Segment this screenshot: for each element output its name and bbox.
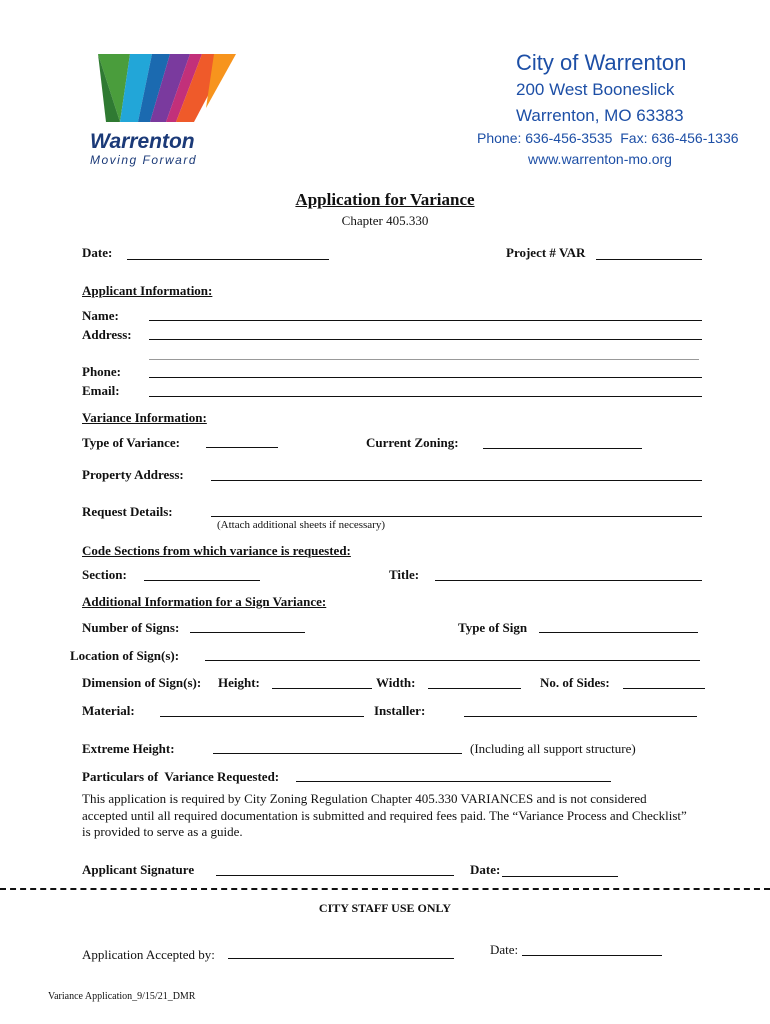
title-field[interactable] <box>435 580 702 581</box>
title-label: Title: <box>389 567 420 582</box>
section-field[interactable] <box>144 580 260 581</box>
type-sign-label: Type of Sign <box>458 620 528 635</box>
city-street: 200 West Booneslick <box>516 80 675 99</box>
dashed-divider <box>0 888 770 890</box>
city-phone: Phone: 636-456-3535 Fax: 636-456-1336 <box>477 130 739 146</box>
date-field[interactable] <box>127 259 329 260</box>
applicant-heading: Applicant Information: <box>82 283 213 298</box>
particulars-field[interactable] <box>296 781 611 782</box>
project-label: Project # VAR <box>506 245 586 260</box>
zoning-field[interactable] <box>483 448 642 449</box>
city-citystate: Warrenton, MO 63383 <box>516 106 684 125</box>
zoning-label: Current Zoning: <box>366 435 459 450</box>
city-website[interactable]: www.warrenton-mo.org <box>528 151 672 167</box>
num-signs-field[interactable] <box>190 632 305 633</box>
logo-mark-icon <box>90 48 240 126</box>
property-label: Property Address: <box>82 467 184 482</box>
name-label: Name: <box>82 308 119 323</box>
material-field[interactable] <box>160 716 364 717</box>
logo-name: Warrenton <box>90 130 195 153</box>
support-note: (Including all support structure) <box>470 741 636 756</box>
address-label: Address: <box>82 327 132 342</box>
code-heading: Code Sections from which variance is requested: <box>82 543 351 558</box>
request-field[interactable] <box>211 516 702 517</box>
installer-field[interactable] <box>464 716 697 717</box>
footer-text: Variance Application_9/15/21_DMR <box>48 991 196 1002</box>
email-field[interactable] <box>149 396 702 397</box>
sides-field[interactable] <box>623 688 705 689</box>
section-label: Section: <box>82 567 127 582</box>
dimension-label: Dimension of Sign(s): <box>82 675 202 690</box>
location-field[interactable] <box>205 660 700 661</box>
warrenton-logo <box>90 48 240 167</box>
form-title: Application for Variance <box>295 190 475 209</box>
name-field[interactable] <box>149 320 702 321</box>
accepted-label: Application Accepted by: <box>82 947 215 962</box>
address-field-line2[interactable] <box>149 359 699 360</box>
email-label: Email: <box>82 383 120 398</box>
type-sign-field[interactable] <box>539 632 698 633</box>
request-label: Request Details: <box>82 504 173 519</box>
material-label: Material: <box>82 703 135 718</box>
extreme-height-label: Extreme Height: <box>82 741 175 756</box>
installer-label: Installer: <box>374 703 426 718</box>
sign-heading: Additional Information for a Sign Variance: <box>82 594 327 609</box>
attach-note: (Attach additional sheets if necessary) <box>217 519 385 531</box>
project-field[interactable] <box>596 259 702 260</box>
variance-heading: Variance Information: <box>82 410 207 425</box>
extreme-height-field[interactable] <box>213 753 462 754</box>
staff-date-field[interactable] <box>522 955 662 956</box>
phone-label: Phone: <box>82 364 121 379</box>
signature-date-label: Date: <box>470 862 501 877</box>
phone-field[interactable] <box>149 377 702 378</box>
type-variance-field[interactable] <box>206 447 278 448</box>
width-field[interactable] <box>428 688 521 689</box>
form-chapter: Chapter 405.330 <box>341 213 429 228</box>
type-variance-label: Type of Variance: <box>82 435 180 450</box>
signature-label: Applicant Signature <box>82 862 195 877</box>
city-name: City of Warrenton <box>516 50 687 75</box>
property-field[interactable] <box>211 480 702 481</box>
sides-label: No. of Sides: <box>540 675 610 690</box>
height-label: Height: <box>218 675 260 690</box>
accepted-field[interactable] <box>228 958 454 959</box>
date-label: Date: <box>82 245 113 260</box>
num-signs-label: Number of Signs: <box>82 620 180 635</box>
address-field[interactable] <box>149 339 702 340</box>
staff-date-label: Date: <box>490 942 519 957</box>
signature-date-field[interactable] <box>502 876 618 877</box>
location-label: Location of Sign(s): <box>70 648 180 663</box>
signature-field[interactable] <box>216 875 454 876</box>
logo-tagline: Moving Forward <box>90 153 198 167</box>
particulars-label: Particulars of Variance Requested: <box>82 769 280 784</box>
height-field[interactable] <box>272 688 372 689</box>
width-label: Width: <box>376 675 416 690</box>
notice-text: This application is required by City Zoning Regulation Chapter 405.330 VARIANCES and is not considered accepted until all required documentation is submitted and required fees paid. The “Variance Process and Checklist” is provided to serve as a guide. <box>82 791 687 839</box>
staff-heading: CITY STAFF USE ONLY <box>318 901 452 915</box>
